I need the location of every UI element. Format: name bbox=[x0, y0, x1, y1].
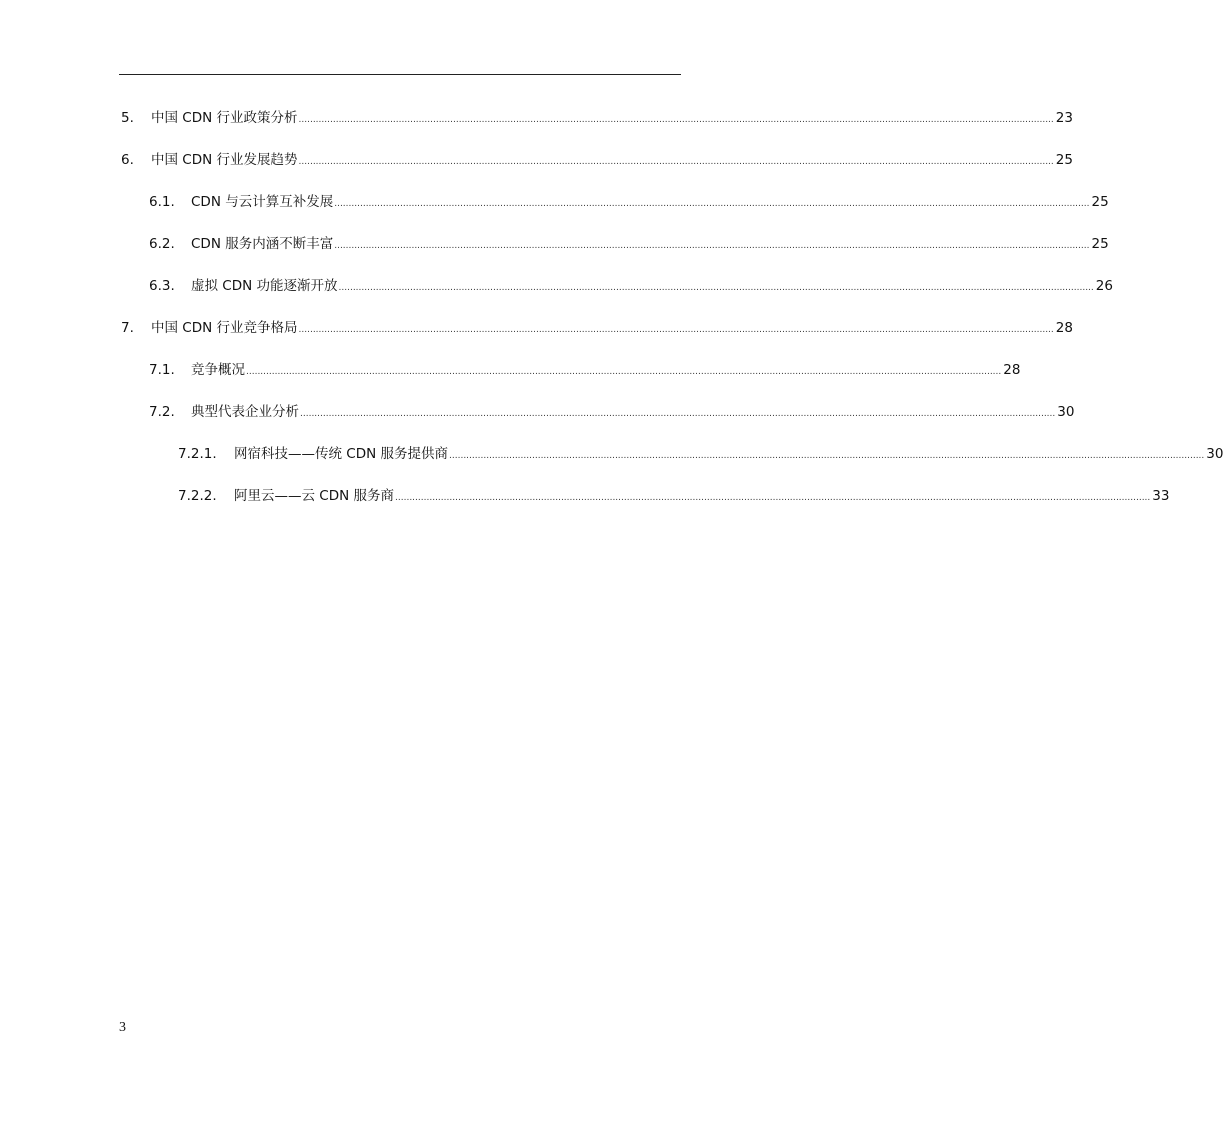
toc-entry-page: 25 bbox=[1055, 152, 1073, 168]
toc-entry-number: 7. bbox=[121, 320, 134, 336]
toc-entry-6-2[interactable] bbox=[149, 234, 1109, 254]
toc-entry-page: 25 bbox=[1091, 194, 1109, 210]
toc-entry-page: 25 bbox=[1091, 236, 1109, 252]
toc-entry-number: 7.2. bbox=[149, 404, 175, 420]
toc-entry-page: 30 bbox=[1057, 404, 1075, 420]
toc-dot-leader: ........................................................................................................................................................................................................................................................................ bbox=[298, 115, 1054, 125]
toc-entry-number: 6.2. bbox=[149, 236, 175, 252]
toc-entry-title: 中国 CDN 行业竞争格局 bbox=[151, 320, 298, 336]
header-rule bbox=[119, 74, 681, 75]
toc-entry-title: CDN 与云计算互补发展 bbox=[191, 194, 334, 210]
toc-entry-page: 23 bbox=[1055, 110, 1073, 126]
toc-dot-leader: ........................................................................................................................................................................................................................................................................ bbox=[334, 199, 1090, 209]
toc-entry-7-2-2[interactable] bbox=[178, 486, 1170, 506]
toc-entry-page: 28 bbox=[1003, 362, 1021, 378]
toc-entry-page: 33 bbox=[1152, 488, 1170, 504]
toc-entry-title: 中国 CDN 行业发展趋势 bbox=[151, 152, 298, 168]
toc-entry-7-2[interactable] bbox=[149, 402, 1075, 422]
toc-dot-leader: ........................................................................................................................................................................................................................................................................ bbox=[338, 283, 1094, 293]
toc-entry-title: 虚拟 CDN 功能逐渐开放 bbox=[191, 278, 338, 294]
toc-entry-title: 网宿科技——传统 CDN 服务提供商 bbox=[234, 446, 449, 462]
toc-entry-7[interactable] bbox=[121, 318, 1073, 338]
toc-entry-title: 中国 CDN 行业政策分析 bbox=[151, 110, 298, 126]
toc-entry-number: 7.2.1. bbox=[178, 446, 217, 462]
toc-entry-number: 6.1. bbox=[149, 194, 175, 210]
toc-entry-page: 30 bbox=[1206, 446, 1223, 462]
toc-dot-leader: ........................................................................................................................................................................................................................................................................ bbox=[298, 157, 1054, 167]
toc-dot-leader: ........................................................................................................................................................................................................................................................................ bbox=[298, 325, 1054, 335]
toc-entry-6-1[interactable] bbox=[149, 192, 1109, 212]
toc-entry-5[interactable] bbox=[121, 108, 1073, 128]
toc-entry-number: 6.3. bbox=[149, 278, 175, 294]
page-number: 3 bbox=[119, 1020, 126, 1035]
toc-dot-leader: ........................................................................................................................................................................................................................................................................ bbox=[246, 367, 1002, 377]
toc-entry-page: 28 bbox=[1055, 320, 1073, 336]
toc-entry-number: 7.1. bbox=[149, 362, 175, 378]
toc-entry-title: 典型代表企业分析 bbox=[191, 404, 299, 420]
toc-entry-title: 竞争概况 bbox=[191, 362, 245, 378]
toc-dot-leader: ........................................................................................................................................................................................................................................................................ bbox=[334, 241, 1090, 251]
toc-entry-page: 26 bbox=[1095, 278, 1113, 294]
toc-entry-number: 5. bbox=[121, 110, 134, 126]
toc-entry-number: 6. bbox=[121, 152, 134, 168]
toc-entry-7-1[interactable] bbox=[149, 360, 1021, 380]
toc-dot-leader: ........................................................................................................................................................................................................................................................................ bbox=[449, 451, 1205, 461]
toc-dot-leader: ........................................................................................................................................................................................................................................................................ bbox=[300, 409, 1056, 419]
toc-entry-title: CDN 服务内涵不断丰富 bbox=[191, 236, 334, 252]
toc-dot-leader: ........................................................................................................................................................................................................................................................................ bbox=[395, 493, 1151, 503]
toc-entry-number: 7.2.2. bbox=[178, 488, 217, 504]
toc-entry-6[interactable] bbox=[121, 150, 1073, 170]
toc-entry-7-2-1[interactable] bbox=[178, 444, 1223, 464]
toc-entry-title: 阿里云——云 CDN 服务商 bbox=[234, 488, 395, 504]
toc-entry-6-3[interactable] bbox=[149, 276, 1113, 296]
